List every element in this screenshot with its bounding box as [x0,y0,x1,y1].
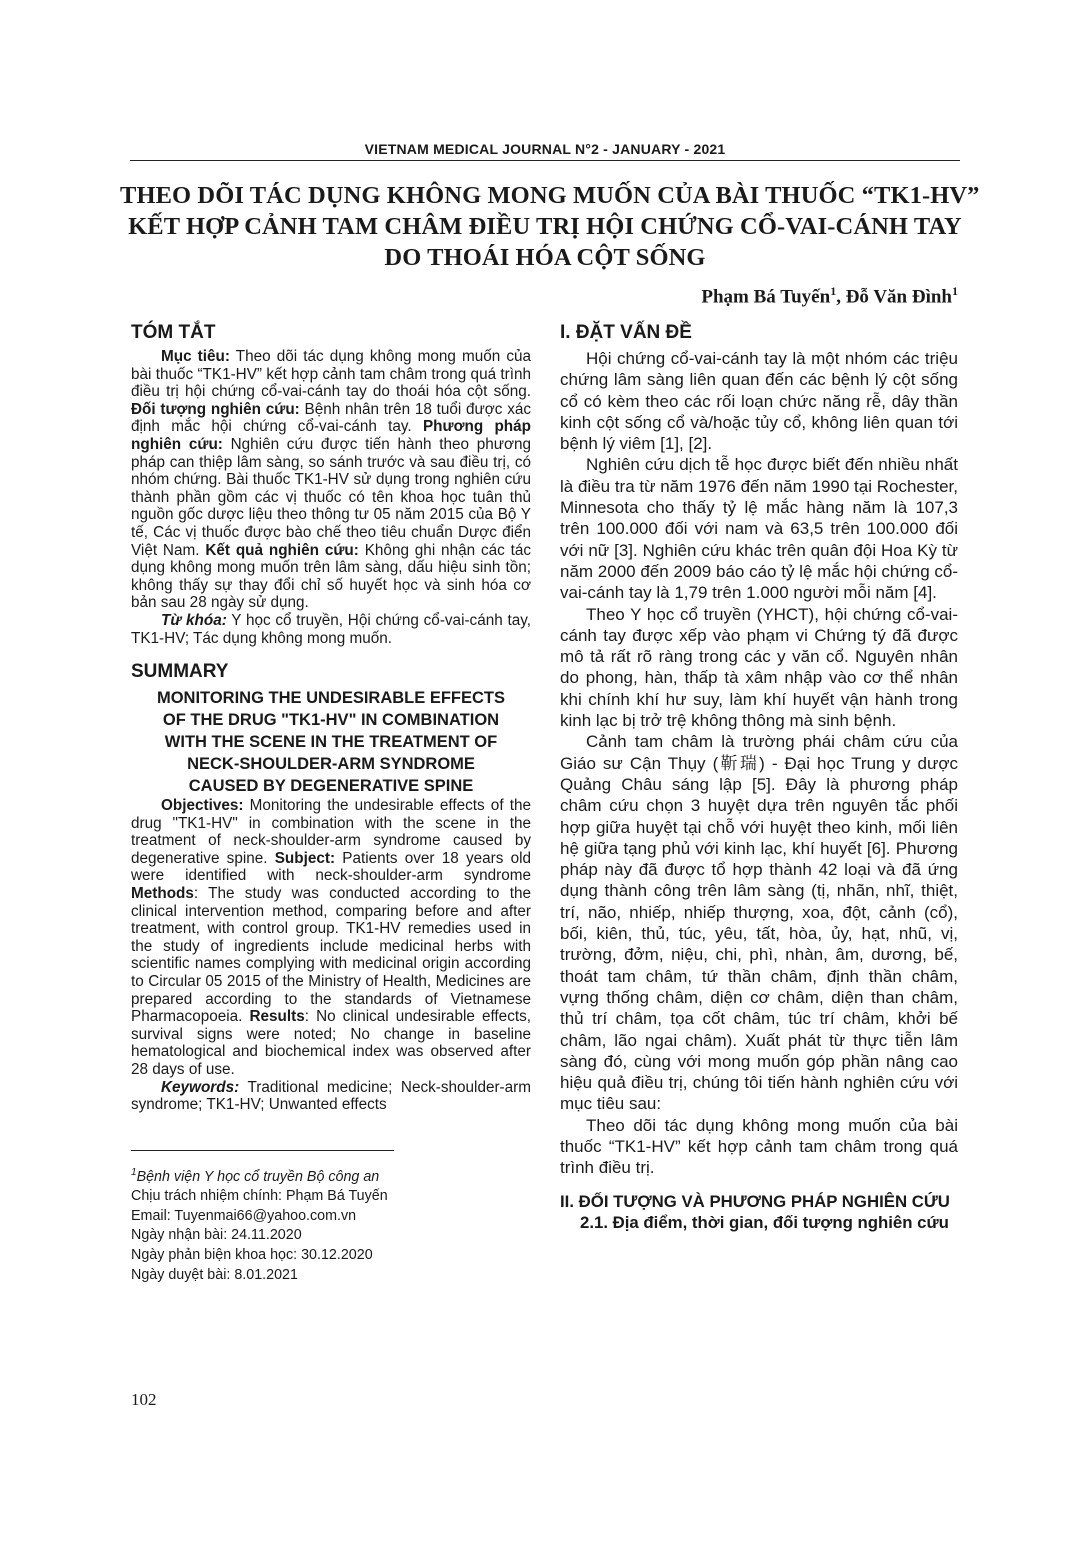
intro-paragraph: Theo dõi tác dụng không mong muốn của bài thuốc “TK1-HV” kết hợp cảnh tam châm trong quá trình điều trị. [560,1115,958,1178]
author-name: Phạm Bá Tuyến [701,286,831,308]
summary-title-line: MONITORING THE UNDESIRABLE EFFECTS [156,689,506,708]
intro-paragraph: Nghiên cứu dịch tễ học được biết đến nhiều nhất là điều tra từ năm 1976 đến năm 1990 tại Rochester, Minnesota cho thấy tỷ lệ mắc hàng năm là 107,3 trên 100.000 đối với nam và 63,5 trên 100.000 đối với nữ [3]. Nghiên cứu khác trên quân đội Hoa Kỳ từ năm 2000 đến 2009 báo cáo tỷ lệ mắc hội chứng cổ-vai-cánh tay là 1,79 trên 1.000 người mỗi năm [4]. [560,455,958,603]
right-column [560,322,958,1233]
page-number: 102 [131,1390,157,1409]
keywords-label: Từ khóa: [161,611,227,629]
author-affiliation-mark: 1 [952,284,958,298]
summary-title-line: NECK-SHOULDER-ARM SYNDROME [187,755,475,774]
footnote-line: Ngày phản biện khoa học: 30.12.2020 [131,1246,373,1263]
footnote-rule [131,1150,394,1151]
abstract-vi-body [131,348,531,612]
label-results: Results [249,1008,305,1026]
title-line: DO THOÁI HÓA CỘT SỐNG [384,244,706,271]
footnote-line: Email: Tuyenmai66@yahoo.com.vn [131,1207,357,1224]
keywords-label-en: Keywords: [161,1078,240,1096]
intro-paragraph: Cảnh tam châm là trường phái châm cứu của Giáo sư Cận Thụy (靳瑞) - Đại học Trung y dược Quảng Châu sáng lập [5]. Đây là phương pháp châm cứu chọn 3 huyệt dựa trên nguyên tắc phối hợp giữa huyệt tại chỗ với huyệt theo kinh, mối liên hệ giữa tạng phủ với kinh lạc, khí huyết [6]. Phương pháp này đã được tổ hợp thành 42 loại và đã ứng dụng thành công trên lâm sàng (tị, nhãn, nhĩ, thiệt, trí, não, nhiếp, nhiếp thượng, xoa, đột, cảnh (cổ), bối, kiên, thủ, túc, yêu, tất, hòa, ủy, hạt, nhũ, vị, trường, đởm, niệu, chi, phì, nhàn, âm, dương, bế, thoát tam châm, tứ thần châm, định thần châm, vựng thống châm, diện cơ châm, diện than châm, thủ trí châm, tọa cốt châm, túc trí châm, khởi bế châm, lão ngai châm). Xuất phát từ thực tiễn lâm sàng đó, cùng với mong muốn góp phần nâng cao hiệu quả điều trị, chúng tôi tiến hành nghiên cứu với mục tiêu sau: [560,732,958,1114]
text-objectives: Monitoring the undesirable effects of the drug "TK1-HV" in combination with the scene in the treatment of neck-shoulder-arm syndrome caused by degenerative spine. [131,797,531,867]
summary-heading: SUMMARY [131,661,229,683]
left-column [131,322,531,1285]
article-title [120,180,980,273]
intro-paragraph: Theo Y học cổ truyền (YHCT), hội chứng cổ-vai-cánh tay được xếp vào phạm vi Chứng tý đã được mô tả rất rõ ràng trong các y văn cổ. Nguyên nhân do phong, hàn, thấp tà xâm nhập vào cơ thể nhân khi chính khí hư suy, làm khí huyết vận hành trong kinh lạc bị trở trệ không thông mà sinh bệnh. [560,604,958,731]
section2-1-heading: 2.1. Địa điểm, thời gian, đối tượng nghiên cứu [580,1212,949,1232]
title-line: KẾT HỢP CẢNH TAM CHÂM ĐIỀU TRỊ HỘI CHỨNG CỔ-VAI-CÁNH TAY [128,213,962,240]
text-results: : No clinical undesirable effects, survival signs were noted; No change in baseline hematological and biochemical index was observed after 28 days of use. [131,1008,531,1078]
section2-heading: II. ĐỐI TƯỢNG VÀ PHƯƠNG PHÁP NGHIÊN CỨU [560,1191,950,1211]
footnote-line: Chịu trách nhiệm chính: Phạm Bá Tuyến [131,1188,388,1205]
intro-heading: I. ĐẶT VẤN ĐỀ [560,322,692,343]
title-line: THEO DÕI TÁC DỤNG KHÔNG MONG MUỐN CỦA BÀI THUỐC “TK1-HV” [120,182,980,209]
label-subject: Đối tượng nghiên cứu: [131,400,300,418]
footnote-line: Ngày nhận bài: 24.11.2020 [131,1227,302,1244]
summary-title-line: WITH THE SCENE IN THE TREATMENT OF [164,733,498,752]
text-methods: : The study was conducted according to the clinical intervention method, comparing before and after treatment, with control group. TK1-HV remedies used in the study of ingredients include medicinal herbs with scientific names complying with medicinal origin according to Circular 05 2015 of the Ministry of Health, Medicines are prepared according to the standards of Vietnamese Pharmacopoeia. [131,885,531,1026]
label-objective: Mục tiêu: [161,348,230,365]
label-objectives: Objectives: [161,797,244,815]
footnote-mark: 1 [131,1166,137,1178]
summary-title-line: CAUSED BY DEGENERATIVE SPINE [188,777,474,796]
text-subject-en: Patients over 18 years old were identified with neck-shoulder-arm syndrome [131,849,531,885]
abstract-en-keywords [131,1079,531,1114]
label-methods: Methods [131,885,194,903]
footnote-affiliation [131,1163,531,1187]
summary-title-line: OF THE DRUG "TK1-HV" IN COMBINATION [162,711,500,730]
intro-paragraph: Hội chứng cổ-vai-cánh tay là một nhóm các triệu chứng lâm sàng liên quan đến các bệnh lý cột sống cổ có kèm theo các rối loạn chức năng rễ, dây thần kinh cột sống cổ và/hoặc tủy cổ, không liên quan tới bệnh lý viêm [1], [2]. [560,349,958,454]
label-method: Phương pháp nghiên cứu: [131,418,532,453]
authors [701,284,958,308]
keywords-text-en: Traditional medicine; Neck-shoulder-arm syndrome; TK1-HV; Unwanted effects [131,1078,531,1114]
text-subject: Bệnh nhân trên 18 tuổi được xác định mắc hội chứng cổ-vai-cánh tay. [131,400,531,436]
footnote-line: Ngày duyệt bài: 8.01.2021 [131,1266,298,1283]
author-affiliation-mark: 1 [830,284,837,298]
author-name: Đỗ Văn Đình [845,286,952,308]
footnote-affiliation-text: Bệnh viện Y học cổ truyền Bộ công an [136,1168,380,1185]
abstract-vi-heading: TÓM TẮT [131,322,216,343]
label-result: Kết quả nghiên cứu: [205,541,359,559]
abstract-vi-keywords [131,612,531,647]
label-subject-en: Subject: [274,849,336,867]
text-objective: Theo dõi tác dụng không mong muốn của bài thuốc “TK1-HV” kết hợp cảnh tam châm trong quá trình điều trị hội chứng cổ-vai-cánh tay do thoái hóa cột sống. [131,348,532,401]
journal-header: VIETNAM MEDICAL JOURNAL N°2 - JANUARY - 2021 [364,141,726,157]
footnote [131,1163,531,1285]
abstract-en-body [131,797,531,1079]
text-method: Nghiên cứu được tiến hành theo phương pháp can thiệp lâm sàng, so sánh trước và sau điều trị, có nhóm chứng. Bài thuốc TK1-HV sử dụng trong nghiên cứu thành phần gồm các vị thuốc có tên khoa học tuân thủ nguồn gốc dược liệu theo thông tư 05 năm 2015 của Bộ Y tế, Các vị thuốc được bào chế theo tiêu chuẩn Dược điển Việt Nam. [131,435,531,559]
keywords-text: Y học cổ truyền, Hội chứng cổ-vai-cánh tay, TK1-HV; Tác dụng không mong muốn. [131,611,531,647]
summary-title [131,687,531,797]
header-rule [130,160,960,161]
author-separator: , [836,286,846,308]
text-result: Không ghi nhận các tác dụng không mong muốn trên lâm sàng, dấu hiệu sinh tồn; không thấy sự thay đổi chỉ số huyết học và sinh hóa cơ bản sau 28 ngày sử dụng. [131,541,531,612]
